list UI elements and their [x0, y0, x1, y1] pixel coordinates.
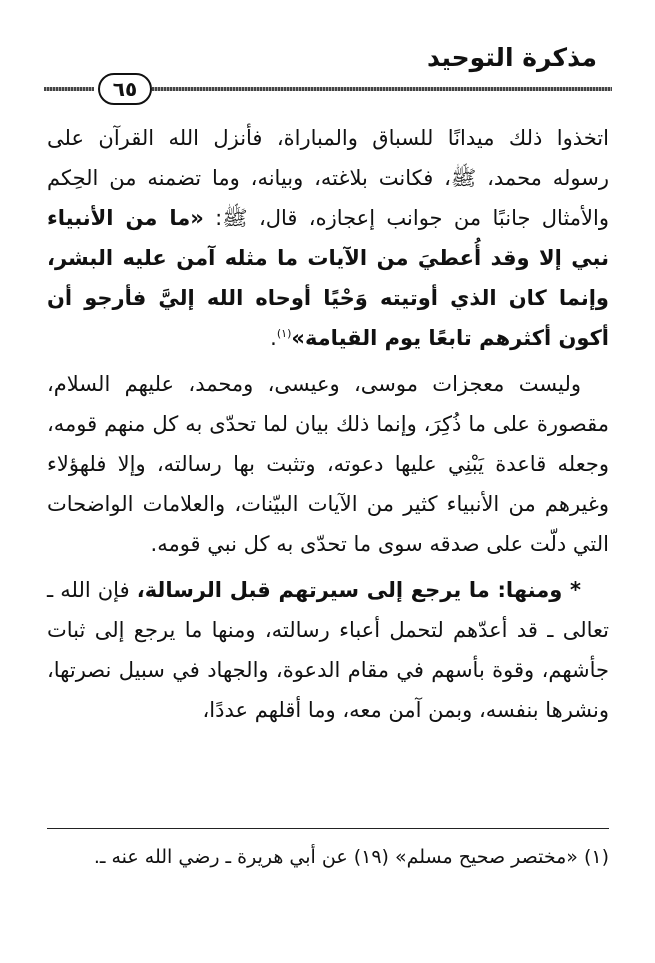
footnote-rule: [47, 828, 609, 829]
header-rule: [44, 72, 612, 106]
hadith-quote: «ما من الأنبياء نبي إلا وقد أُعطيَ من الآيات ما مثله آمن عليه البشر، وإنما كان الذي أوتيته وَحْيًا أوحاه الله إليَّ فأرجو أن أكون أكثرهم تابعًا يوم القيامة»: [47, 206, 609, 350]
footnote: (١) «مختصر صحيح مسلم» (١٩) عن أبي هريرة ـ رضي الله عنه ـ.: [93, 846, 609, 868]
paragraph-3-text: فإن الله ـ تعالى ـ قد أعدّهم لتحمل أعباء رسالته، ومنها ما يرجع إلى ثبات جأشهم، وقوة بأسهم في مقام الدعوة، والجهاد في سبيل نصرتها، ونشرها بنفسه، وبمن آمن معه، وما أقلهم عددًا،: [47, 578, 609, 722]
paragraph-3: [47, 570, 609, 730]
paragraph-1: [47, 118, 609, 358]
footnote-reference: (١): [276, 327, 292, 340]
page-number: ٦٥: [98, 73, 152, 105]
header-rule-left: [44, 87, 94, 91]
running-title: مذكرة التوحيد: [427, 43, 597, 72]
paragraph-2: وليست معجزات موسى، وعيسى، ومحمد، عليهم السلام، مقصورة على ما ذُكِرَ، وإنما ذلك بيان لما تحدّى به كل منهم قومه، وجعله قاعدة يَبْنِي عليها دعوته، وتثبت بها رسالته، وإلا فلهؤلاء وغيرهم من الأنبياء كثير من الآيات البيّنات، والعلامات الواضحات التي دلّت على صدقه سوى ما تحدّى به كل نبي قومه.: [47, 372, 609, 556]
body-text: [47, 118, 609, 730]
section-lead: * ومنها: ما يرجع إلى سيرتهم قبل الرسالة،: [136, 578, 582, 602]
paragraph-1-text: اتخذوا ذلك ميدانًا للسباق والمباراة، فأنزل الله القرآن على رسوله محمد، ﷺ، فكانت بلاغته، وبيانه، وما تضمنه من الحِكم والأمثال جانبًا من جوانب إعجازه، قال، ﷺ:: [47, 126, 609, 230]
header-rule-right: [152, 87, 612, 91]
paragraph-1-end: .: [270, 326, 277, 350]
